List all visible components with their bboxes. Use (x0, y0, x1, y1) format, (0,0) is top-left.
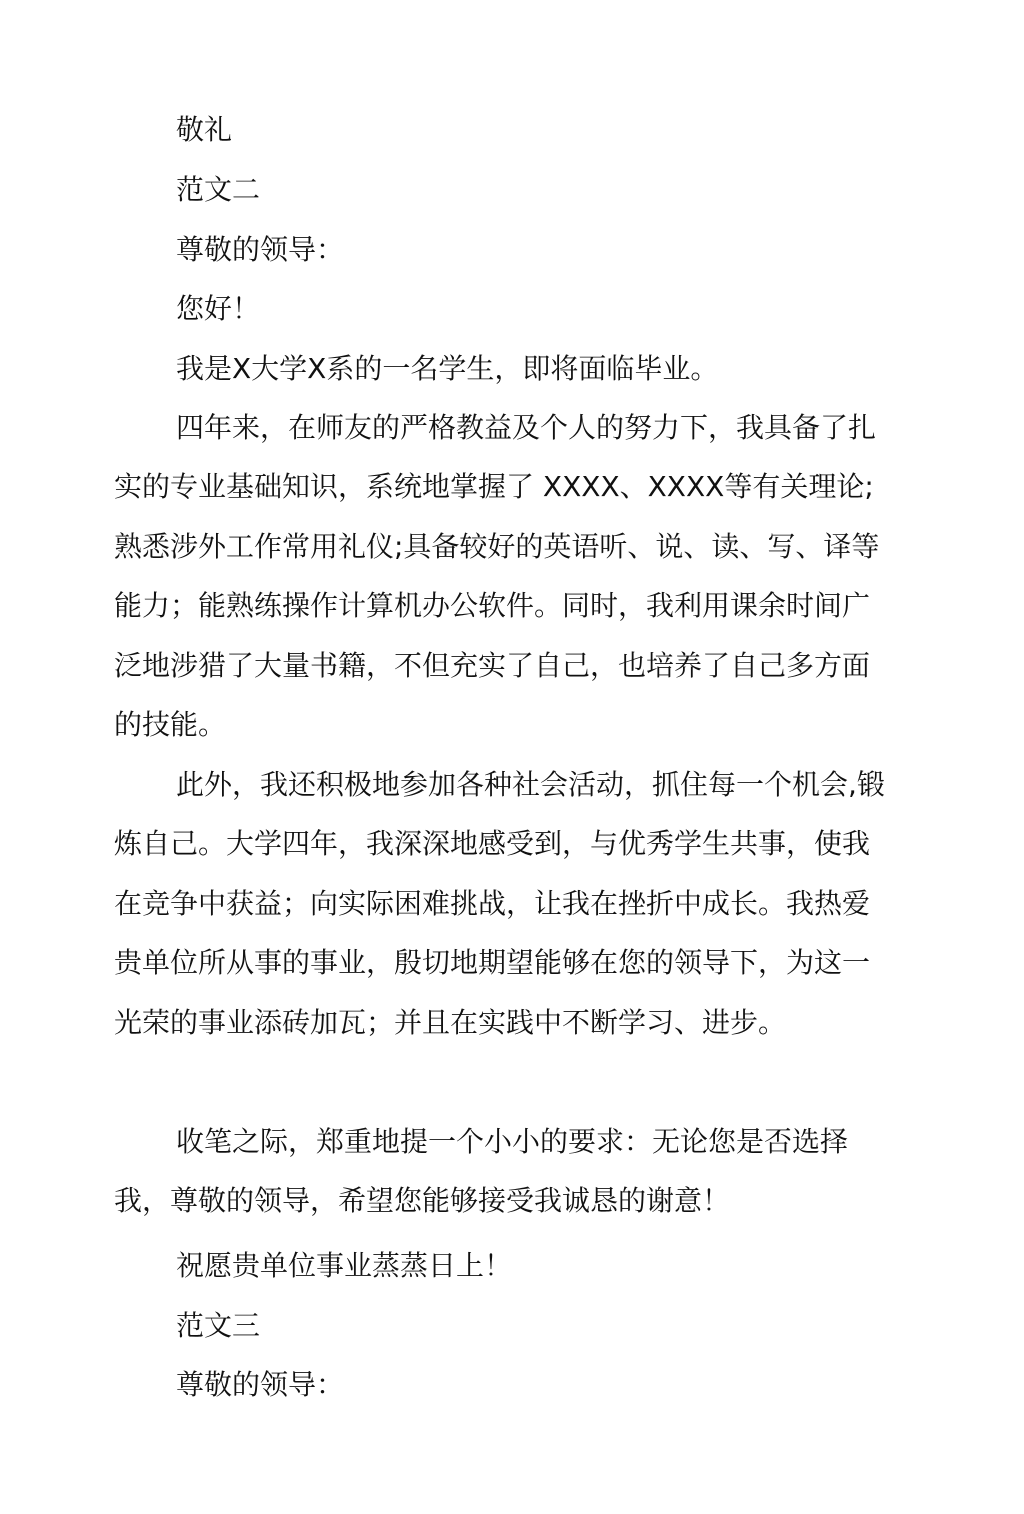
closing-salutation: 敬礼 (176, 113, 233, 146)
closing-paragraph: 收笔之际，郑重地提一个小小的要求：无论您是否选择我，尊敬的领导，希望您能够接受我诚恳的谢意！ (114, 1125, 849, 1218)
section-heading-sample-two: 范文二 (176, 173, 261, 206)
hello-line: 您好！ (176, 292, 261, 325)
skills-paragraph: 四年来，在师友的严格教益及个人的努力下，我具备了扎实的专业基础知识，系统地掌握了 XXXX、XXXX等有关理论;熟悉涉外工作常用礼仪;具备较好的英语听、说、读、写、译等能力；能熟练操作计算机办公软件。同时，我利用课余时间广泛地涉猎了大量书籍，不但充实了自己，也培养了自己多方面的技能。 (114, 411, 880, 742)
intro-paragraph: 我是X大学X系的一名学生，即将面临毕业。 (176, 352, 719, 385)
greeting-line-sample-three: 尊敬的领导： (176, 1368, 345, 1401)
greeting-line: 尊敬的领导： (176, 233, 345, 266)
activities-paragraph: 此外，我还积极地参加各种社会活动，抓住每一个机会,锻炼自己。大学四年，我深深地感受到，与优秀学生共事，使我在竞争中获益；向实际困难挑战，让我在挫折中成长。我热爱贵单位所从事的事业，殷切地期望能够在您的领导下，为这一光荣的事业添砖加瓦；并且在实践中不断学习、进步。 (114, 768, 885, 1039)
section-heading-sample-three: 范文三 (176, 1309, 261, 1342)
wishes-line: 祝愿贵单位事业蒸蒸日上！ (176, 1249, 513, 1282)
